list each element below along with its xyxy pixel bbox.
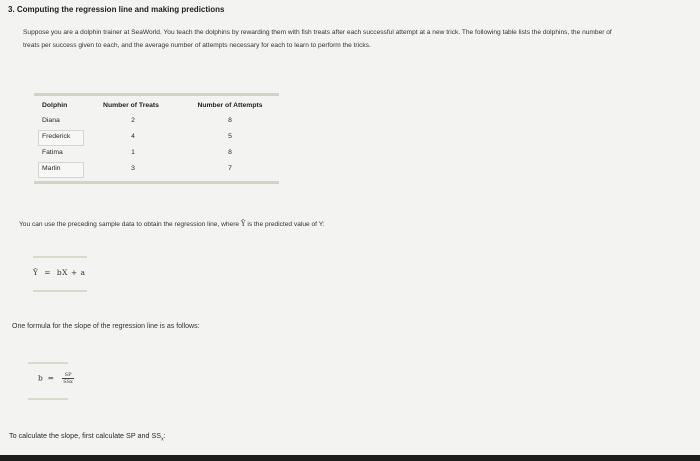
table-bottom-rule <box>34 181 279 184</box>
equation2-top-rule <box>28 362 68 364</box>
fraction-numerator: SP <box>62 372 74 379</box>
slope-formula-text: One formula for the slope of the regression line is as follows: <box>12 323 200 330</box>
calc-subscript: x <box>161 436 164 443</box>
intro-paragraph: Suppose you are a dolphin trainer at SeaWorld. You teach the dolphins by rewarding them with fish treats after each successful attempt at a new trick. The following table lists the dolphins, the number of treats per success given to each, and the average number of attempts necessary for each to learn to perform the tricks. <box>23 29 612 49</box>
row-dolphin-name: Diana <box>42 117 60 124</box>
row-attempts: 7 <box>228 165 232 172</box>
row-dolphin-name: Marlin <box>42 165 61 172</box>
yhat-symbol: Ŷ <box>240 220 246 228</box>
row-treats: 4 <box>131 133 135 140</box>
row-treats: 1 <box>131 149 135 156</box>
bottom-edge-bar <box>0 455 700 461</box>
regression-intro-text <box>19 220 325 228</box>
dolphin-table <box>34 93 279 185</box>
table-top-rule <box>34 93 279 96</box>
equation2-bottom-rule <box>28 398 68 400</box>
eq2-lhs: b <box>38 373 43 383</box>
row-attempts: 8 <box>228 117 232 124</box>
regression-text-before: You can use the preceding sample data to obtain the regression line, where <box>19 221 241 228</box>
header-attempts: Number of Attempts <box>197 102 263 109</box>
table-row <box>34 114 279 129</box>
table-row <box>34 162 279 177</box>
calculate-sp-ss-text <box>9 431 166 442</box>
calc-text-end: : <box>163 431 166 440</box>
row-treats: 3 <box>131 165 135 172</box>
header-dolphin: Dolphin <box>42 102 68 109</box>
header-treats: Number of Treats <box>103 102 159 109</box>
table-header-row <box>34 99 279 114</box>
fraction-denominator: SSx <box>63 379 73 385</box>
calc-text-main: To calculate the slope, first calculate SP and SS <box>9 431 162 440</box>
table-row <box>34 130 279 145</box>
regression-equation <box>33 268 85 277</box>
table-row <box>34 146 279 161</box>
slope-equation <box>38 372 74 385</box>
section-title: 3. Computing the regression line and making predictions <box>8 5 225 14</box>
row-attempts: 8 <box>228 149 232 156</box>
row-dolphin-name: Frederick <box>42 133 71 140</box>
row-attempts: 5 <box>228 133 232 140</box>
eq1-lhs: Ŷ <box>33 268 39 277</box>
equation1-top-rule <box>33 256 87 258</box>
regression-text-after: is the predicted value of Y: <box>245 221 325 228</box>
eq2-equals: = <box>47 373 54 383</box>
row-treats: 2 <box>131 117 135 124</box>
eq1-equals: = <box>44 268 52 277</box>
eq1-rhs: bX + a <box>56 268 86 277</box>
slope-fraction <box>62 372 74 385</box>
row-dolphin-name: Fatima <box>42 149 63 156</box>
equation1-bottom-rule <box>33 290 87 292</box>
